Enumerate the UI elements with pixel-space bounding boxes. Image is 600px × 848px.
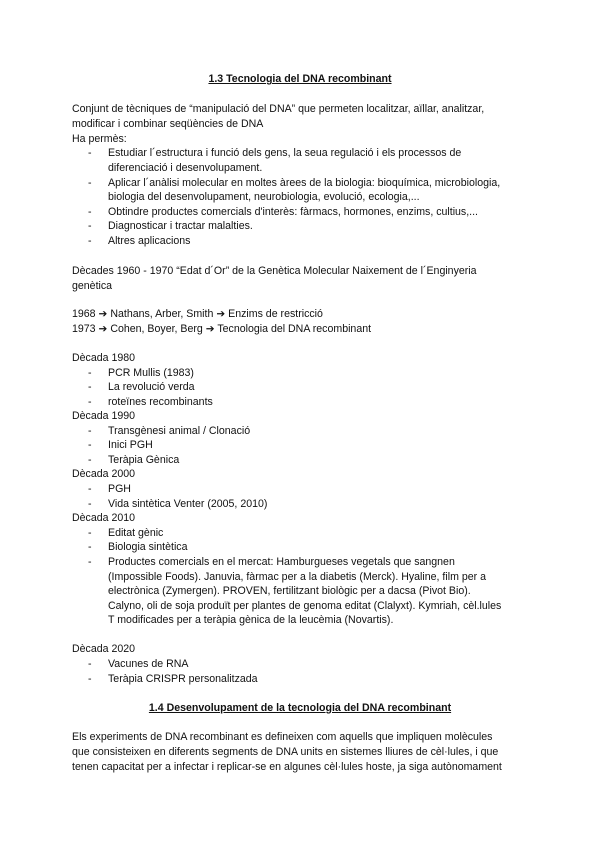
benefit-item: Obtindre productes comercials d'interès: fàrmacs, hormones, enzims, cultius,... bbox=[108, 206, 479, 218]
paragraph-line-1: Els experiments de DNA recombinant es defineixen com aquells que impliquen molècules bbox=[72, 731, 493, 743]
bullet-dash: - bbox=[88, 498, 92, 510]
benefit-item-cont: biologia del desenvolupament, neurobiologia, evolució, ecologia,... bbox=[108, 191, 420, 203]
bullet-dash: - bbox=[88, 527, 92, 539]
decades-golden-age-line-2: genètica bbox=[72, 280, 113, 292]
bullet-dash: - bbox=[88, 454, 92, 466]
bullet-dash: - bbox=[88, 425, 92, 437]
intro-line-1: Conjunt de tècniques de “manipulació del DNA” que permeten localitzar, aïllar, analitzar, bbox=[72, 103, 485, 115]
decade-label-1990: Dècada 1990 bbox=[72, 410, 136, 422]
decade-item: Inici PGH bbox=[108, 439, 153, 451]
decade-item: Editat gènic bbox=[108, 527, 164, 539]
milestone-1968: 1968 ➔ Nathans, Arber, Smith ➔ Enzims de restricció bbox=[72, 308, 323, 320]
paragraph-line-3: tenen capacitat per a infectar i replicar-se en algunes cèl·lules hoste, ja siga autònomament bbox=[72, 761, 502, 773]
benefit-item: Estudiar l´estructura i funció dels gens, la seua regulació i els processos de bbox=[108, 147, 462, 159]
decade-item: PCR Mullis (1983) bbox=[108, 367, 194, 379]
bullet-dash: - bbox=[88, 673, 92, 685]
section-title-1-4: 1.4 Desenvolupament de la tecnologia del DNA recombinant bbox=[148, 702, 452, 714]
benefit-item: Aplicar l´anàlisi molecular en moltes àrees de la biologia: bioquímica, microbiologia, bbox=[108, 177, 501, 189]
bullet-dash: - bbox=[88, 147, 92, 159]
bullet-dash: - bbox=[88, 439, 92, 451]
decade-item: Productes comercials en el mercat: Hamburgueses vegetals que sangnen bbox=[108, 556, 455, 568]
decade-item: Transgènesi animal / Clonació bbox=[108, 425, 251, 437]
decade-item: Teràpia Gènica bbox=[108, 454, 180, 466]
bullet-dash: - bbox=[88, 235, 92, 247]
decade-item: La revolució verda bbox=[108, 381, 195, 393]
intro-line-2: modificar i combinar seqüències de DNA bbox=[72, 118, 264, 130]
bullet-dash: - bbox=[88, 367, 92, 379]
bullet-dash: - bbox=[88, 381, 92, 393]
bullet-dash: - bbox=[88, 556, 92, 568]
decade-label-1980: Dècada 1980 bbox=[72, 352, 136, 364]
section-title-1-3: 1.3 Tecnologia del DNA recombinant bbox=[208, 73, 392, 85]
decade-item: roteïnes recombinants bbox=[108, 396, 213, 408]
decades-golden-age-line-1: Dècades 1960 - 1970 “Edat d´Or” de la Genètica Molecular Naixement de l´Enginyeria bbox=[72, 265, 477, 277]
decade-label-2020: Dècada 2020 bbox=[72, 643, 136, 655]
decade-label-2000: Dècada 2000 bbox=[72, 468, 136, 480]
milestone-1973: 1973 ➔ Cohen, Boyer, Berg ➔ Tecnologia del DNA recombinant bbox=[72, 323, 372, 335]
decade-item: Teràpia CRISPR personalitzada bbox=[108, 673, 258, 685]
decade-item-cont: Calyno, oli de soja produït per plantes de genoma editat (Clalyxt). Kymriah, cèl.lules bbox=[108, 600, 502, 612]
benefit-item: Altres aplicacions bbox=[108, 235, 191, 247]
bullet-dash: - bbox=[88, 658, 92, 670]
decade-item: Vida sintètica Venter (2005, 2010) bbox=[108, 498, 268, 510]
paragraph-line-2: que consisteixen en diferents segments de DNA units en sistemes lliures de cèl·lules, i que bbox=[72, 746, 499, 758]
decade-item: Vacunes de RNA bbox=[108, 658, 189, 670]
benefit-item-cont: diferenciació i desenvolupament. bbox=[108, 162, 263, 174]
decade-item: PGH bbox=[108, 483, 131, 495]
benefit-item: Diagnosticar i tractar malalties. bbox=[108, 220, 253, 232]
bullet-dash: - bbox=[88, 206, 92, 218]
decade-item-cont: (Impossible Foods). Januvia, fàrmac per a la diabetis (Merck). Hyaline, film per a bbox=[108, 571, 486, 583]
bullet-dash: - bbox=[88, 177, 92, 189]
ha-permes-label: Ha permès: bbox=[72, 133, 127, 145]
bullet-dash: - bbox=[88, 396, 92, 408]
bullet-dash: - bbox=[88, 220, 92, 232]
decade-item-cont: electrònica (Zymergen). PROVEN, fertilitzant biològic per a dacsa (Pivot Bio). bbox=[108, 585, 471, 597]
decade-item-cont: T modificades per a teràpia gènica de la leucèmia (Novartis). bbox=[108, 614, 394, 626]
decade-label-2010: Dècada 2010 bbox=[72, 512, 136, 524]
bullet-dash: - bbox=[88, 541, 92, 553]
decade-item: Biologia sintètica bbox=[108, 541, 188, 553]
bullet-dash: - bbox=[88, 483, 92, 495]
